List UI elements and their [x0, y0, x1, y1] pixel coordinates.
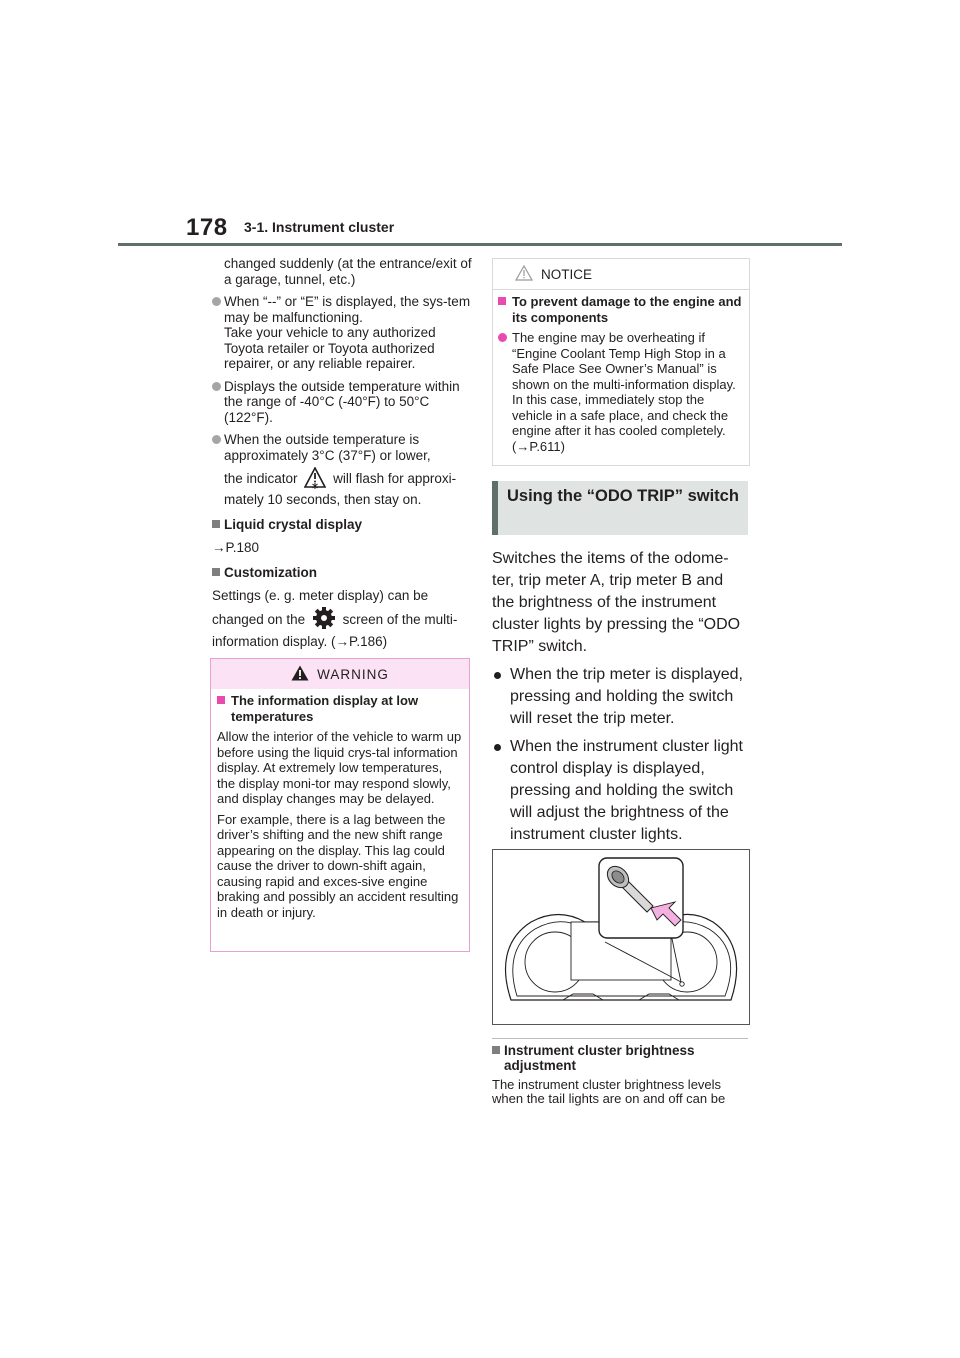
bullet-range: Displays the outside temperature within the range of -40°C (-40°F) to 50°C (122°F).	[212, 379, 472, 426]
notice-heading: To prevent damage to the engine and its components	[498, 294, 743, 325]
odo-trip-heading-box	[492, 481, 748, 535]
customization-text-a: Settings (e. g. meter display) can be	[212, 588, 429, 604]
odo-bullet-trip: When the trip meter is displayed, pressing and holding the switch will reset the trip meter.	[492, 664, 748, 730]
section-title: 3-1. Instrument cluster	[244, 219, 395, 235]
warning-box	[210, 658, 470, 952]
warning-title: WARNING	[317, 666, 389, 682]
bullet-malfunction-action: Take your vehicle to any authorized Toyota retailer or Toyota authorized repairer, or any reliable repairer.	[224, 325, 436, 371]
bullet-low-temp-b1: the indicator	[224, 471, 298, 486]
brightness-heading-wrap	[492, 1043, 748, 1073]
instrument-cluster-illustration	[493, 850, 749, 1024]
bullet-malfunction-text: When “--” or “E” is displayed, the sys-tem may be malfunctioning.	[224, 294, 471, 325]
heading-accent-bar	[492, 481, 498, 535]
notice-bullet: The engine may be overheating if “Engine Coolant Temp High Stop in a Safe Place See Owner’s Manual” is shown on the multi-information display. In this case, immediately stop the vehicle in a safe place, and check the engine after it has cooled completely. (→P.611)	[498, 330, 743, 454]
continued-text: changed suddenly (at the entrance/exit of a garage, tunnel, etc.)	[224, 256, 472, 287]
instrument-cluster-figure	[492, 849, 750, 1025]
customization-text	[212, 588, 472, 649]
page-number: 178	[186, 214, 228, 241]
notice-header	[493, 259, 749, 290]
odo-intro: Switches the items of the odome-ter, trip meter A, trip meter B and the brightness of the instrument cluster lights by pressing the “ODO TRIP” switch.	[492, 550, 741, 655]
customization-text-b1: changed on the	[212, 611, 306, 627]
bullet-malfunction	[212, 294, 472, 372]
odo-trip-heading: Using the “ODO TRIP” switch	[507, 487, 739, 505]
caution-triangle-icon	[515, 265, 533, 284]
bullet-low-temp-a: When the outside temperature is approximately 3°C (37°F) or lower,	[224, 432, 431, 463]
warning-body	[211, 689, 469, 920]
notice-box	[492, 258, 750, 466]
warning-header	[211, 659, 469, 689]
bullet-low-temp-b2: will flash for approxi-mately 10 seconds, then stay on.	[224, 471, 457, 508]
warning-para-2: For example, there is a lag between the driver’s shifting and the new shift range appearing on the display. This lag could cause the driver to down-shift again, causing rapid and exces-sive engine braking and possibly an accident resulting in death or injury.	[217, 811, 459, 920]
right-column	[492, 548, 748, 846]
left-column	[212, 256, 472, 649]
notice-title: NOTICE	[541, 266, 593, 282]
gear-icon	[312, 606, 336, 634]
odo-bullet-brightness: When the instrument cluster light control display is displayed, pressing and holding the switch will adjust the brightness of the instrument cluster lights.	[492, 736, 748, 846]
subsection-rule	[492, 1038, 748, 1039]
brightness-heading: Instrument cluster brightness adjustment	[492, 1043, 748, 1073]
header-rule	[118, 243, 842, 246]
ice-warning-icon	[304, 467, 326, 493]
lcd-heading: Liquid crystal display	[212, 517, 472, 533]
customization-text-b2: screen of the multi-information display. (→P.186)	[212, 611, 458, 649]
brightness-text: The instrument cluster brightness levels when the tail lights are on and off can be	[492, 1077, 726, 1106]
lcd-ref-link[interactable]: →P.180	[212, 540, 260, 556]
warning-heading: The information display at low temperatures	[217, 693, 463, 724]
warning-para-1: Allow the interior of the vehicle to warm up before using the liquid crys-tal information display. At extremely low temperatures, the display moni-tor may respond slowly, and display changes may be delayed.	[217, 729, 462, 806]
customization-heading: Customization	[212, 565, 472, 581]
warning-triangle-icon	[291, 665, 309, 684]
bullet-low-temp	[212, 432, 472, 508]
notice-body	[493, 290, 749, 454]
